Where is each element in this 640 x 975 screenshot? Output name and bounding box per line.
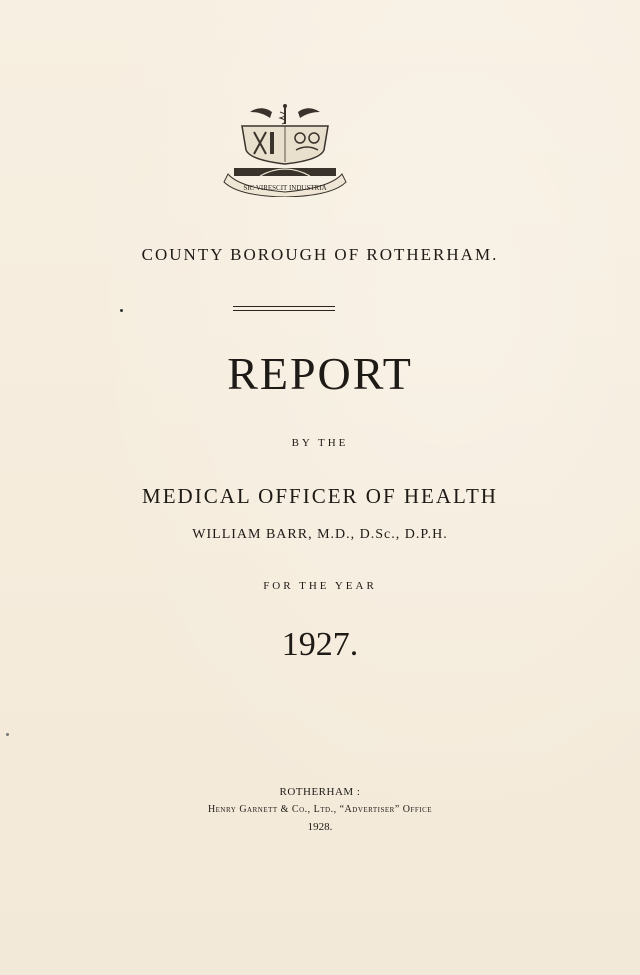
officer-title: MEDICAL OFFICER OF HEALTH: [142, 484, 498, 508]
svg-text:SIC VIRESCIT INDUSTRIA: SIC VIRESCIT INDUSTRIA: [243, 184, 327, 192]
by-the-line: BY THE: [291, 437, 349, 449]
borough-heading: COUNTY BOROUGH OF ROTHERHAM.: [141, 245, 499, 264]
imprint-printer: Henry Garnett & Co., Ltd., “Advertiser” Office: [207, 804, 433, 815]
borough-crest-icon: [220, 102, 350, 197]
double-rule-top: [233, 306, 335, 307]
for-the-year-line: FOR THE YEAR: [263, 580, 377, 592]
report-title: REPORT: [227, 348, 413, 399]
imprint-date: 1928.: [307, 821, 333, 833]
speck: [6, 733, 9, 736]
officer-name: WILLIAM BARR, M.D., D.Sc., D.P.H.: [192, 527, 448, 542]
report-year: 1927.: [281, 626, 359, 663]
imprint-place: ROTHERHAM :: [279, 786, 361, 798]
speck: [120, 309, 123, 312]
double-rule-bottom: [233, 310, 335, 311]
